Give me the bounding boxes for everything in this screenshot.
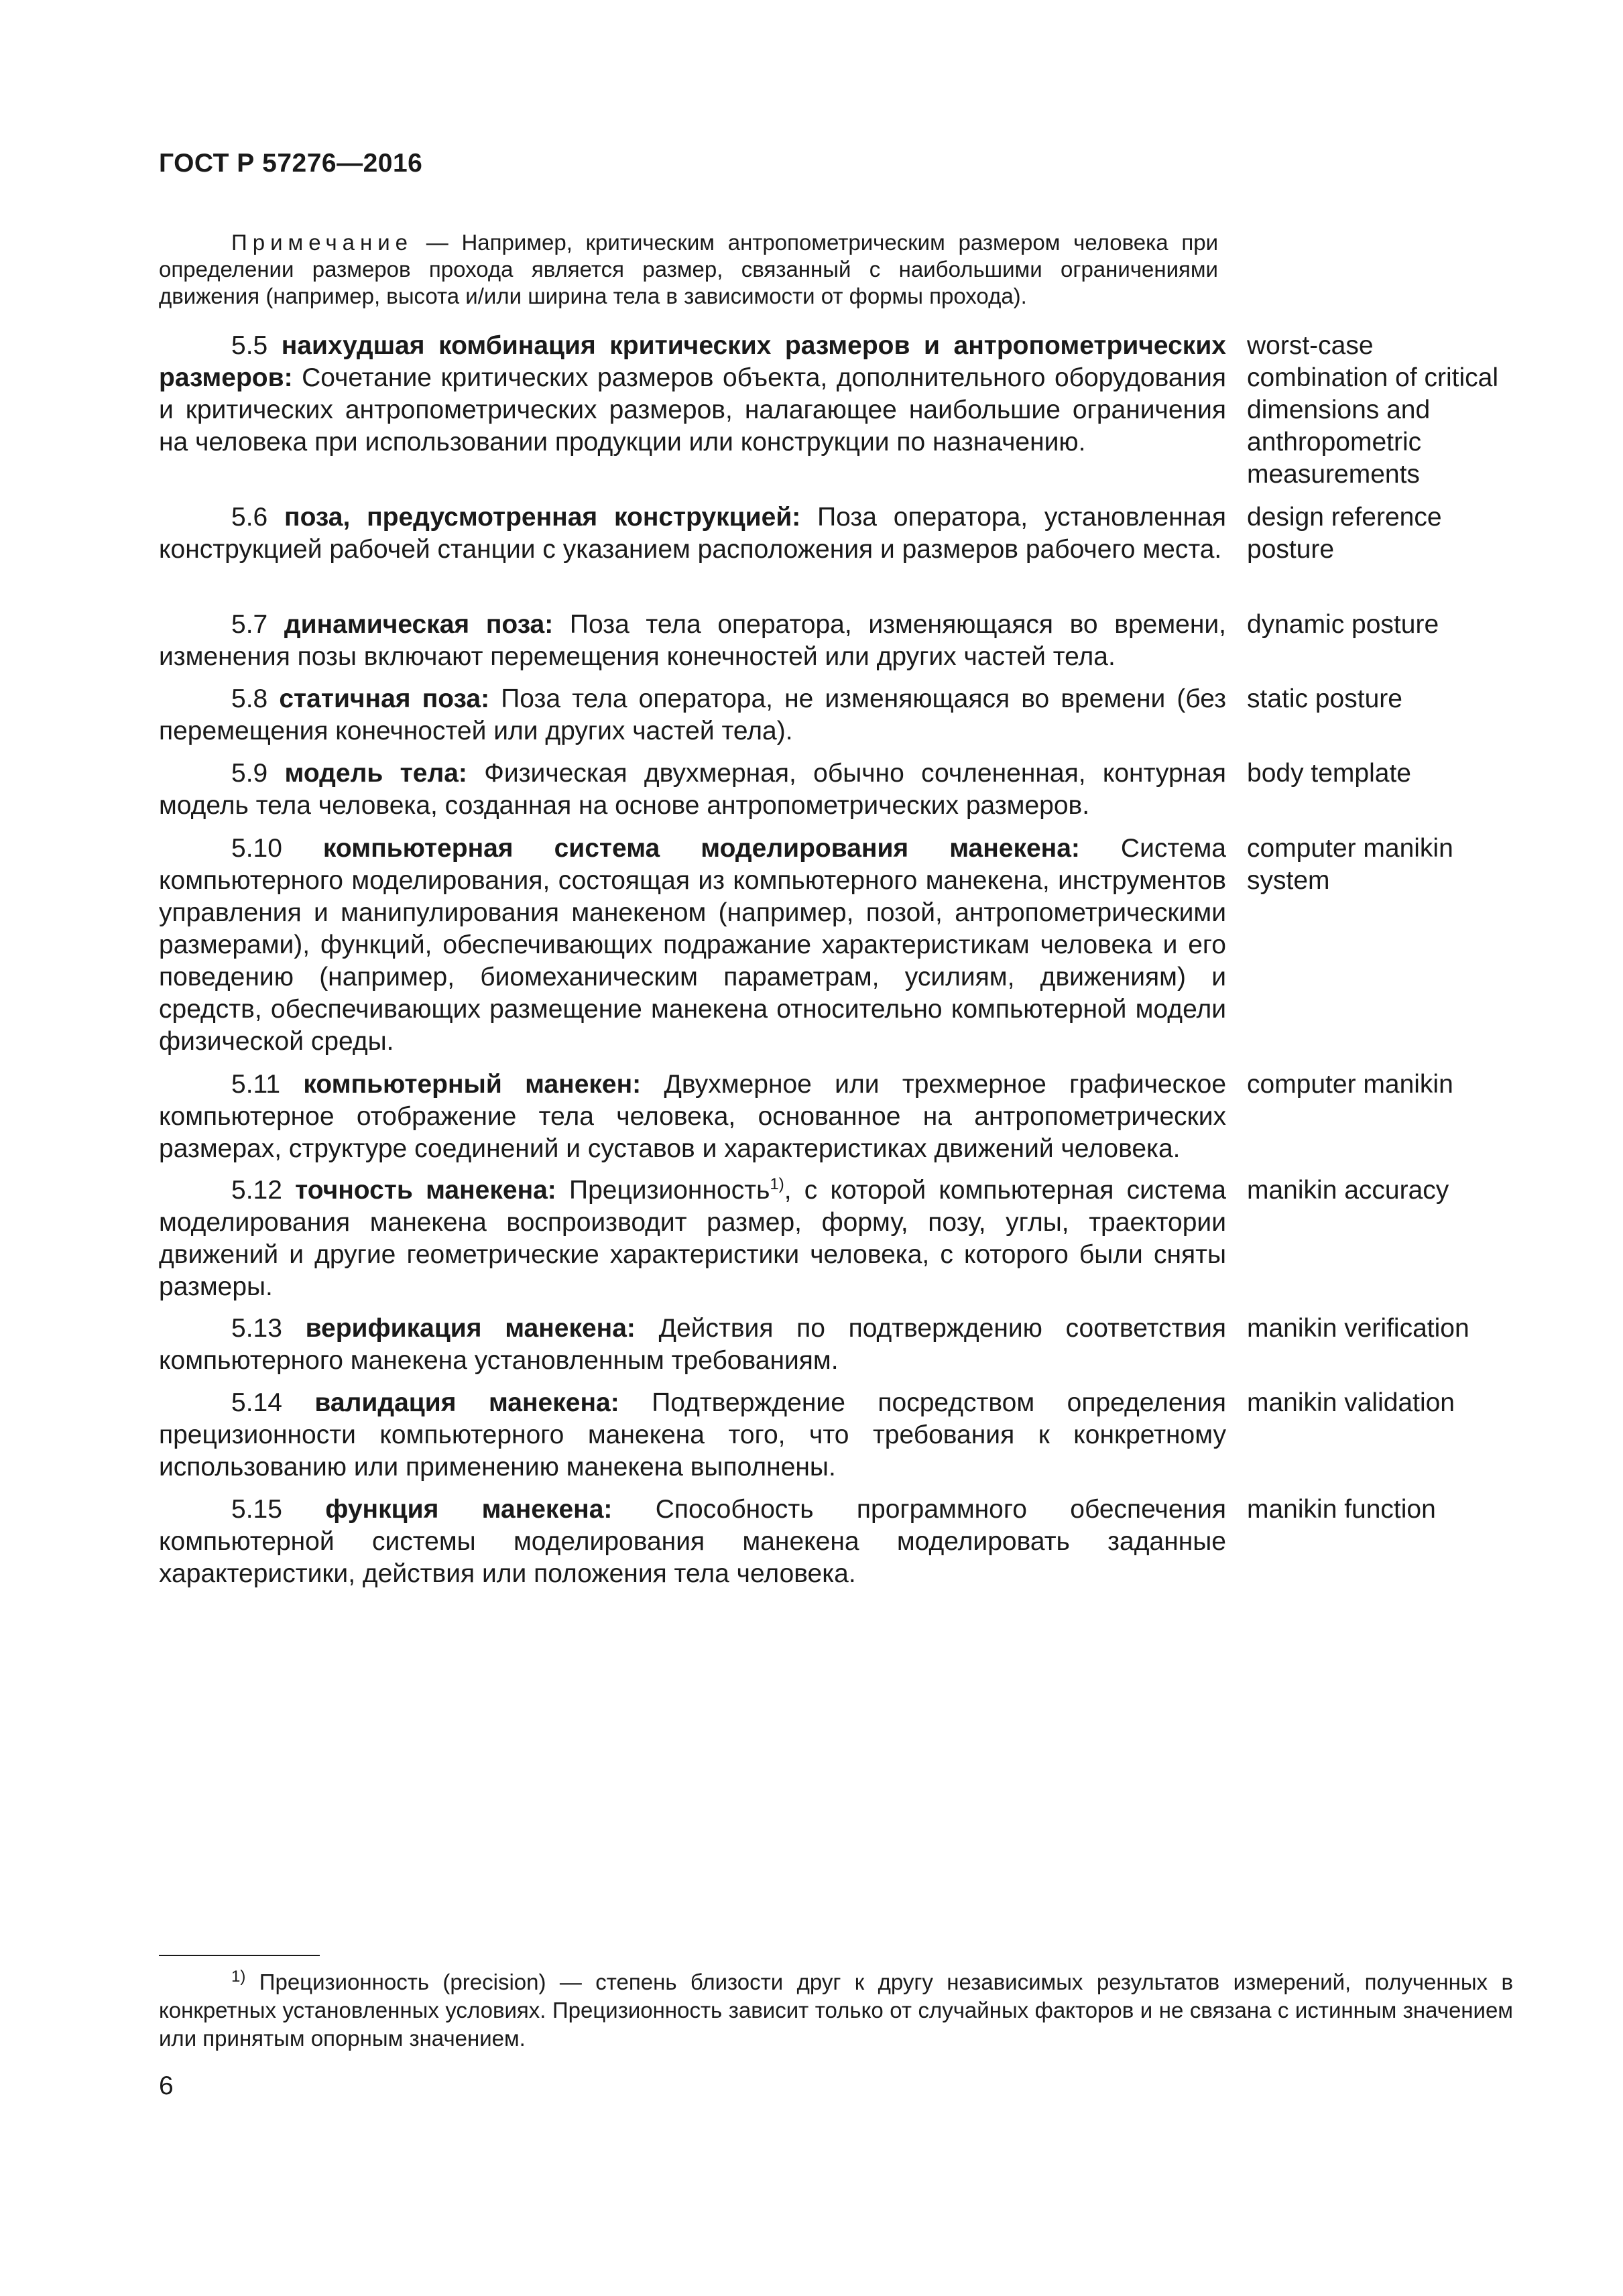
footnote-text: Прецизионность (precision) — степень близости друг к другу независимых результатов измерений, полученных в конкретных установленных условиях. Прецизионность зависит только от случайных факторов и не связана с истинным значением или принятым опорным значением. [159,1970,1513,2051]
term-number: 5.12 [231,1176,282,1205]
term-text: , с которой компьютерная система моделирования манекена воспроизводит размер, форму, позу, углы, траектории движений и другие геометрические характеристики человека, с которого были сняты размеры. [159,1176,1226,1301]
term-number: 5.11 [231,1070,281,1099]
term-definition-ru [159,1387,1226,1484]
term-english: computer manikin system [1247,834,1453,895]
term-english: worst-case combination of critical dimensions and anthropometric measurements [1247,331,1498,489]
term-name: поза, предусмотренная конструкцией: [284,503,801,532]
term-name: компьютерная система моделирования манекена: [322,834,1080,863]
term-text: Действия по подтверждению соответствия компьютерного манекена установленным требованиям. [159,1314,1226,1375]
term-text: Способность программного обеспечения компьютерной системы моделирования манекена моделировать заданные характеристики, действия или положения тела человека. [159,1495,1226,1588]
term-text: Сочетание критических размеров объекта, дополнительного оборудования и критических антропометрических размеров, налагающее наибольшие ограничения на человека при использовании продукции или конструкции по назначению. [159,363,1226,457]
footnote-separator [159,1955,320,1956]
term-definition-ru [159,330,1226,459]
term-name: точность манекена: [295,1176,556,1205]
term-name: статичная поза: [279,684,490,713]
page-number: 6 [159,2071,174,2100]
term-number: 5.13 [231,1314,282,1343]
term-number: 5.5 [231,331,268,360]
term-number: 5.15 [231,1495,282,1524]
term-definition-ru [159,1174,1226,1303]
term-english: static posture [1247,684,1402,713]
term-definition-ru [159,501,1226,566]
term-english: manikin accuracy [1247,1176,1449,1205]
document-header: ГОСТ Р 57276—2016 [159,149,423,178]
term-english: computer manikin [1247,1070,1453,1099]
term-text-before: Прецизионность [556,1176,770,1205]
term-text: Поза тела оператора, изменяющаяся во времени, изменения позы включают перемещения конечностей или других частей тела. [159,610,1226,671]
term-text: Поза тела оператора, не изменяющаяся во времени (без перемещения конечностей или других частей тела). [159,684,1227,745]
term-english: manikin validation [1247,1388,1455,1417]
footnote-reference: 1) [770,1175,784,1193]
footnote-marker: 1) [231,1968,246,1986]
term-english: dynamic posture [1247,610,1439,639]
term-text: Физическая двухмерная, обычно сочлененная, контурная модель тела человека, созданная на основе антропометрических размеров. [159,759,1226,820]
term-number: 5.8 [231,684,268,713]
term-number: 5.6 [231,503,268,532]
note [159,229,1218,310]
term-english: body template [1247,759,1411,788]
term-english: manikin function [1247,1495,1436,1524]
term-name: функция манекена: [325,1495,613,1524]
note-label: Примечание [231,230,414,255]
term-name: верификация манекена: [305,1314,636,1343]
term-number: 5.10 [231,834,282,863]
term-definition-ru [159,683,1226,747]
term-name: компьютерный манекен: [303,1070,642,1099]
term-name: валидация манекена: [314,1388,619,1417]
term-number: 5.9 [231,759,268,788]
term-english: design reference posture [1247,503,1442,564]
term-text: Поза оператора, установленная конструкцией рабочей станции с указанием расположения и размеров рабочего места. [159,503,1226,564]
term-definition-ru [159,758,1226,822]
note-text: — Например, критическим антропометрическим размером человека при определении размеров прохода является размер, связанный с наибольшими ограничениями движения (например, высота и/или ширина тела в зависимости от формы прохода). [159,230,1218,308]
term-definition-ru [159,1069,1226,1165]
term-text: Система компьютерного моделирования, состоящая из компьютерного манекена, инструментов управления и манипулирования манекеном (например, позой, антропометрическими размерами), функций, обеспечивающих подражание характеристикам человека и его поведению (например, биомеханическим параметрам, усилиям, движениям) и средств, обеспечивающих размещение манекена относительно компьютерной модели физической среды. [159,834,1226,1056]
term-definition-ru [159,833,1226,1058]
term-text: Двухмерное или трехмерное графическое компьютерное отображение тела человека, основанное на антропометрических размерах, структуре соединений и суставов и характеристиках движений человека. [159,1070,1227,1163]
term-definition-ru [159,1313,1226,1377]
term-number: 5.7 [231,610,268,639]
footnote [159,1968,1513,2053]
term-name: наихудшая комбинация критических размеров и антропометрических размеров: [159,331,1226,392]
term-name: динамическая поза: [284,610,554,639]
term-definition-ru [159,1494,1226,1590]
term-name: модель тела: [284,759,467,788]
term-number: 5.14 [231,1388,282,1417]
term-english: manikin verification [1247,1314,1469,1343]
term-text: Подтверждение посредством определения прецизионности компьютерного манекена того, что требования к конкретному использованию или применению манекена выполнены. [159,1388,1227,1482]
term-definition-ru [159,609,1226,673]
